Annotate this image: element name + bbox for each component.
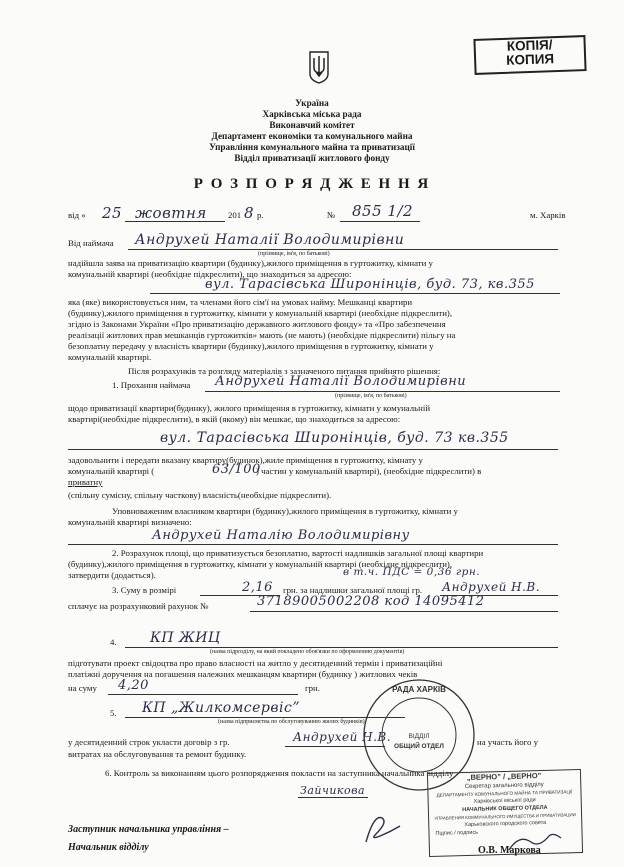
- owner-handwritten: Андрухей Наталію Володимирівну: [152, 528, 410, 543]
- para-line-23: підготувати проект свідоцтва про право власності на житло у десятиденний термін і приватизаційні: [68, 658, 443, 668]
- city-label: м. Харків: [530, 210, 566, 220]
- para-line-26a: у десятиденний строк укласти договір з гр.: [68, 737, 230, 747]
- footer-signer: О.В. Маркова: [478, 845, 541, 856]
- round-seal-text1: РАДА ХАРКІВ: [392, 685, 446, 694]
- para-line-16: Уповноваженим власником квартири (будинку),жилого приміщення в гуртожитку, кімнати у: [112, 506, 458, 516]
- copy-stamp-line2: КОПИЯ: [505, 51, 555, 68]
- para-line-5: згідно із Законами України «Про приватизацію державного житлового фонду» та «Про забезпечення: [68, 319, 446, 329]
- round-seal-text3: ОБЩИЙ ОТДЕЛ: [394, 743, 444, 750]
- sum-handwritten: 2,16: [242, 580, 273, 595]
- date-month: жовтня: [135, 204, 207, 222]
- person-handwritten: Андрухей Н.В.: [293, 730, 392, 744]
- date-year-label: р.: [257, 210, 264, 220]
- header-department: Департамент економіки та комунального майна: [211, 131, 413, 141]
- copy-stamp: [473, 35, 586, 75]
- document-title: Р О З П О Р Я Д Ж Е Н Н Я: [193, 176, 431, 192]
- cert-stamp-line2: Секретар загального відділу: [464, 781, 544, 791]
- para-line-25b: грн.: [305, 683, 320, 693]
- cert-stamp-line1: „ВЕРНО” / „ВЕРНО”: [466, 771, 542, 782]
- address2-handwritten: вул. Тарасівська Широнінців, буд. 73 кв.355: [160, 430, 509, 446]
- item1-name: Андрухей Наталії Володимирівни: [215, 374, 467, 389]
- para-line-1: надійшла заява на приватизацію квартири (будинку),жилого приміщення в гуртожитку, кімнати у: [68, 258, 433, 268]
- employer-name: Андрухей Наталії Володимирівни: [135, 232, 405, 248]
- cert-stamp-line8: Підпис / подпись: [435, 829, 479, 837]
- para-line-27: витратах на обслуговування та ремонт будинку.: [68, 749, 247, 759]
- order-number: 855 1/2: [352, 202, 414, 220]
- para-line-13a: комунальній квартирі (: [68, 466, 155, 476]
- account-handwritten: 37189005002208 код 14095412: [257, 594, 485, 609]
- para-line-18: 2. Розрахунок площі, що приватизується безоплатно, вартості надлишків загальної площі квартири: [112, 548, 484, 558]
- org1-handwritten: КП ЖИЦ: [150, 630, 221, 646]
- control-handwritten: Зайчикова: [300, 784, 366, 797]
- para-line-26b: на участь його у: [477, 737, 538, 747]
- cert-stamp-line7: Харьковского городского совета: [464, 819, 547, 829]
- para-line-3: яка (яке) використовується ним, та членами його сім'ї на умовах найму. Мешканці квартири: [68, 297, 413, 307]
- signature-main-icon: [358, 808, 408, 848]
- signature-cert-icon: [505, 832, 565, 856]
- amount-handwritten: 4,20: [118, 678, 149, 693]
- address-handwritten: вул. Тарасівська Широнінців, буд. 73, кв.355: [205, 277, 535, 292]
- para-line-22: сплачує на розрахунковий рахунок №: [68, 601, 209, 611]
- employer-name-hint: (прізвище, ім'я, по батькові): [258, 251, 330, 257]
- para-line-12: задовольнити і передати вказану квартиру(будинок),жиле приміщення в гуртожитку, кімнату у: [68, 455, 423, 465]
- org1-hint: (назва підрозділу, на який покладено обов'язки по оформленню документів): [210, 649, 405, 655]
- trident-emblem-icon: [308, 50, 330, 84]
- date-year-prefix: 201: [228, 210, 242, 220]
- footer-position2: Начальник відділу: [68, 842, 149, 853]
- header-division: Відділ приватизації житлового фонду: [234, 153, 390, 163]
- item1-label: 1. Прохання наймача: [112, 380, 191, 390]
- payer-handwritten: Андрухей Н.В.: [442, 580, 541, 594]
- para-line-25a: на суму: [68, 683, 97, 693]
- number-label: №: [327, 210, 336, 220]
- cert-stamp-line5: НАЧАЛЬНИК ОБЩЕГО ОТДЕЛА: [462, 804, 548, 814]
- para-line-15: (спільну сумісну, спільну часткову) власність(необхідне підкреслити).: [68, 490, 332, 500]
- cert-stamp-line3: ДЕПАРТАМЕНТУ КОМУНАЛЬНОГО МАЙНА ТА ПРИВАТИЗАЦІЇ: [436, 789, 573, 798]
- para-line-24: платіжні доручення на погашення належних мешканцям квартири (будинку ) житлових чеків: [68, 669, 418, 679]
- para-line-2: комунальній квартирі (необхідне підкреслити), що знаходиться за адресою:: [68, 269, 352, 279]
- round-seal-text2: ВІДДІЛ: [408, 733, 430, 740]
- para-line-20: затвердити (додається).: [68, 570, 156, 580]
- header-administration: Управління комунального майна та приватизації: [209, 142, 415, 152]
- para-line-9: Після розрахунків та розгляду матеріалів з зазначеного питання прийнято рішення:: [128, 366, 441, 376]
- para-line-4: (будинку),жилого приміщення в гуртожитку, кімнати у комунальній квартирі (необхідне підкреслити),: [68, 308, 453, 318]
- share-handwritten: 63/100: [212, 462, 261, 477]
- para-line-17: комунальній квартирі визначено:: [68, 517, 192, 527]
- para-line-7: безоплатну передачу у власність квартири (будинку),жилого приміщення в гуртожитку, кімнати у: [68, 341, 434, 351]
- header-country: Україна: [295, 98, 329, 108]
- org2-hint: (назва підприємства по обслуговуванню жилих будинків): [218, 719, 365, 725]
- date-from-label: від «: [68, 210, 86, 220]
- para-line-13b: ) частин у комунальній квартирі), (необхідне підкреслити) в: [256, 466, 482, 476]
- org2-handwritten: КП „Жилкомсервіс”: [142, 700, 301, 716]
- item3-label: 3. Суму в розмірі: [112, 585, 177, 595]
- copy-stamp-line1: КОПІЯ/: [506, 37, 553, 54]
- para-line-8: комунальній квартирі.: [68, 352, 152, 362]
- vat-handwritten: в т.ч. ПДС = 0,36 грн.: [343, 566, 481, 578]
- date-day: 25: [102, 204, 123, 222]
- para-line-6: реалізації житлових прав мешканців гуртожитків» мають (не мають) (необхідне підкреслити) пільгу на: [68, 330, 456, 340]
- para-line-19: (будинку),жилого приміщення в гуртожитку, кімнати у комунальній квартирі (необхідне підкреслити),: [68, 559, 453, 569]
- para-line-10: щодо приватизації квартири(будинку), жилого приміщення в гуртожитку, кімнати у комунальній: [68, 403, 431, 413]
- para-line-14: приватну: [68, 477, 103, 487]
- item4-label: 4.: [110, 637, 117, 647]
- header-committee: Виконавчий комітет: [269, 120, 355, 130]
- footer-position1: Заступник начальника управління –: [68, 824, 229, 835]
- cert-stamp-line4: Харківської міської ради: [473, 797, 536, 805]
- cert-stamp-line6: УПРАВЛЕНИЯ КОММУНАЛЬНОГО ИМУЩЕСТВА И ПРИВАТИЗАЦИИ: [434, 812, 576, 821]
- item1-name-hint: (прізвище, ім'я, по батькові): [335, 393, 407, 399]
- item5-label: 5.: [110, 708, 117, 718]
- item6-text: 6. Контроль за виконанням цього розпорядження покласти на заступника начальника відділу: [105, 768, 454, 778]
- date-year-suffix: 8: [244, 204, 255, 222]
- para-line-21: грн. за надлишки загальної площі гр.: [283, 585, 423, 595]
- employer-label: Від наймача: [68, 238, 114, 248]
- para-line-11: квартирі(необхідне підкреслити), в якій (якому) він мешкає, що знаходиться за адресою:: [68, 414, 401, 424]
- header-council: Харківська міська рада: [262, 109, 362, 119]
